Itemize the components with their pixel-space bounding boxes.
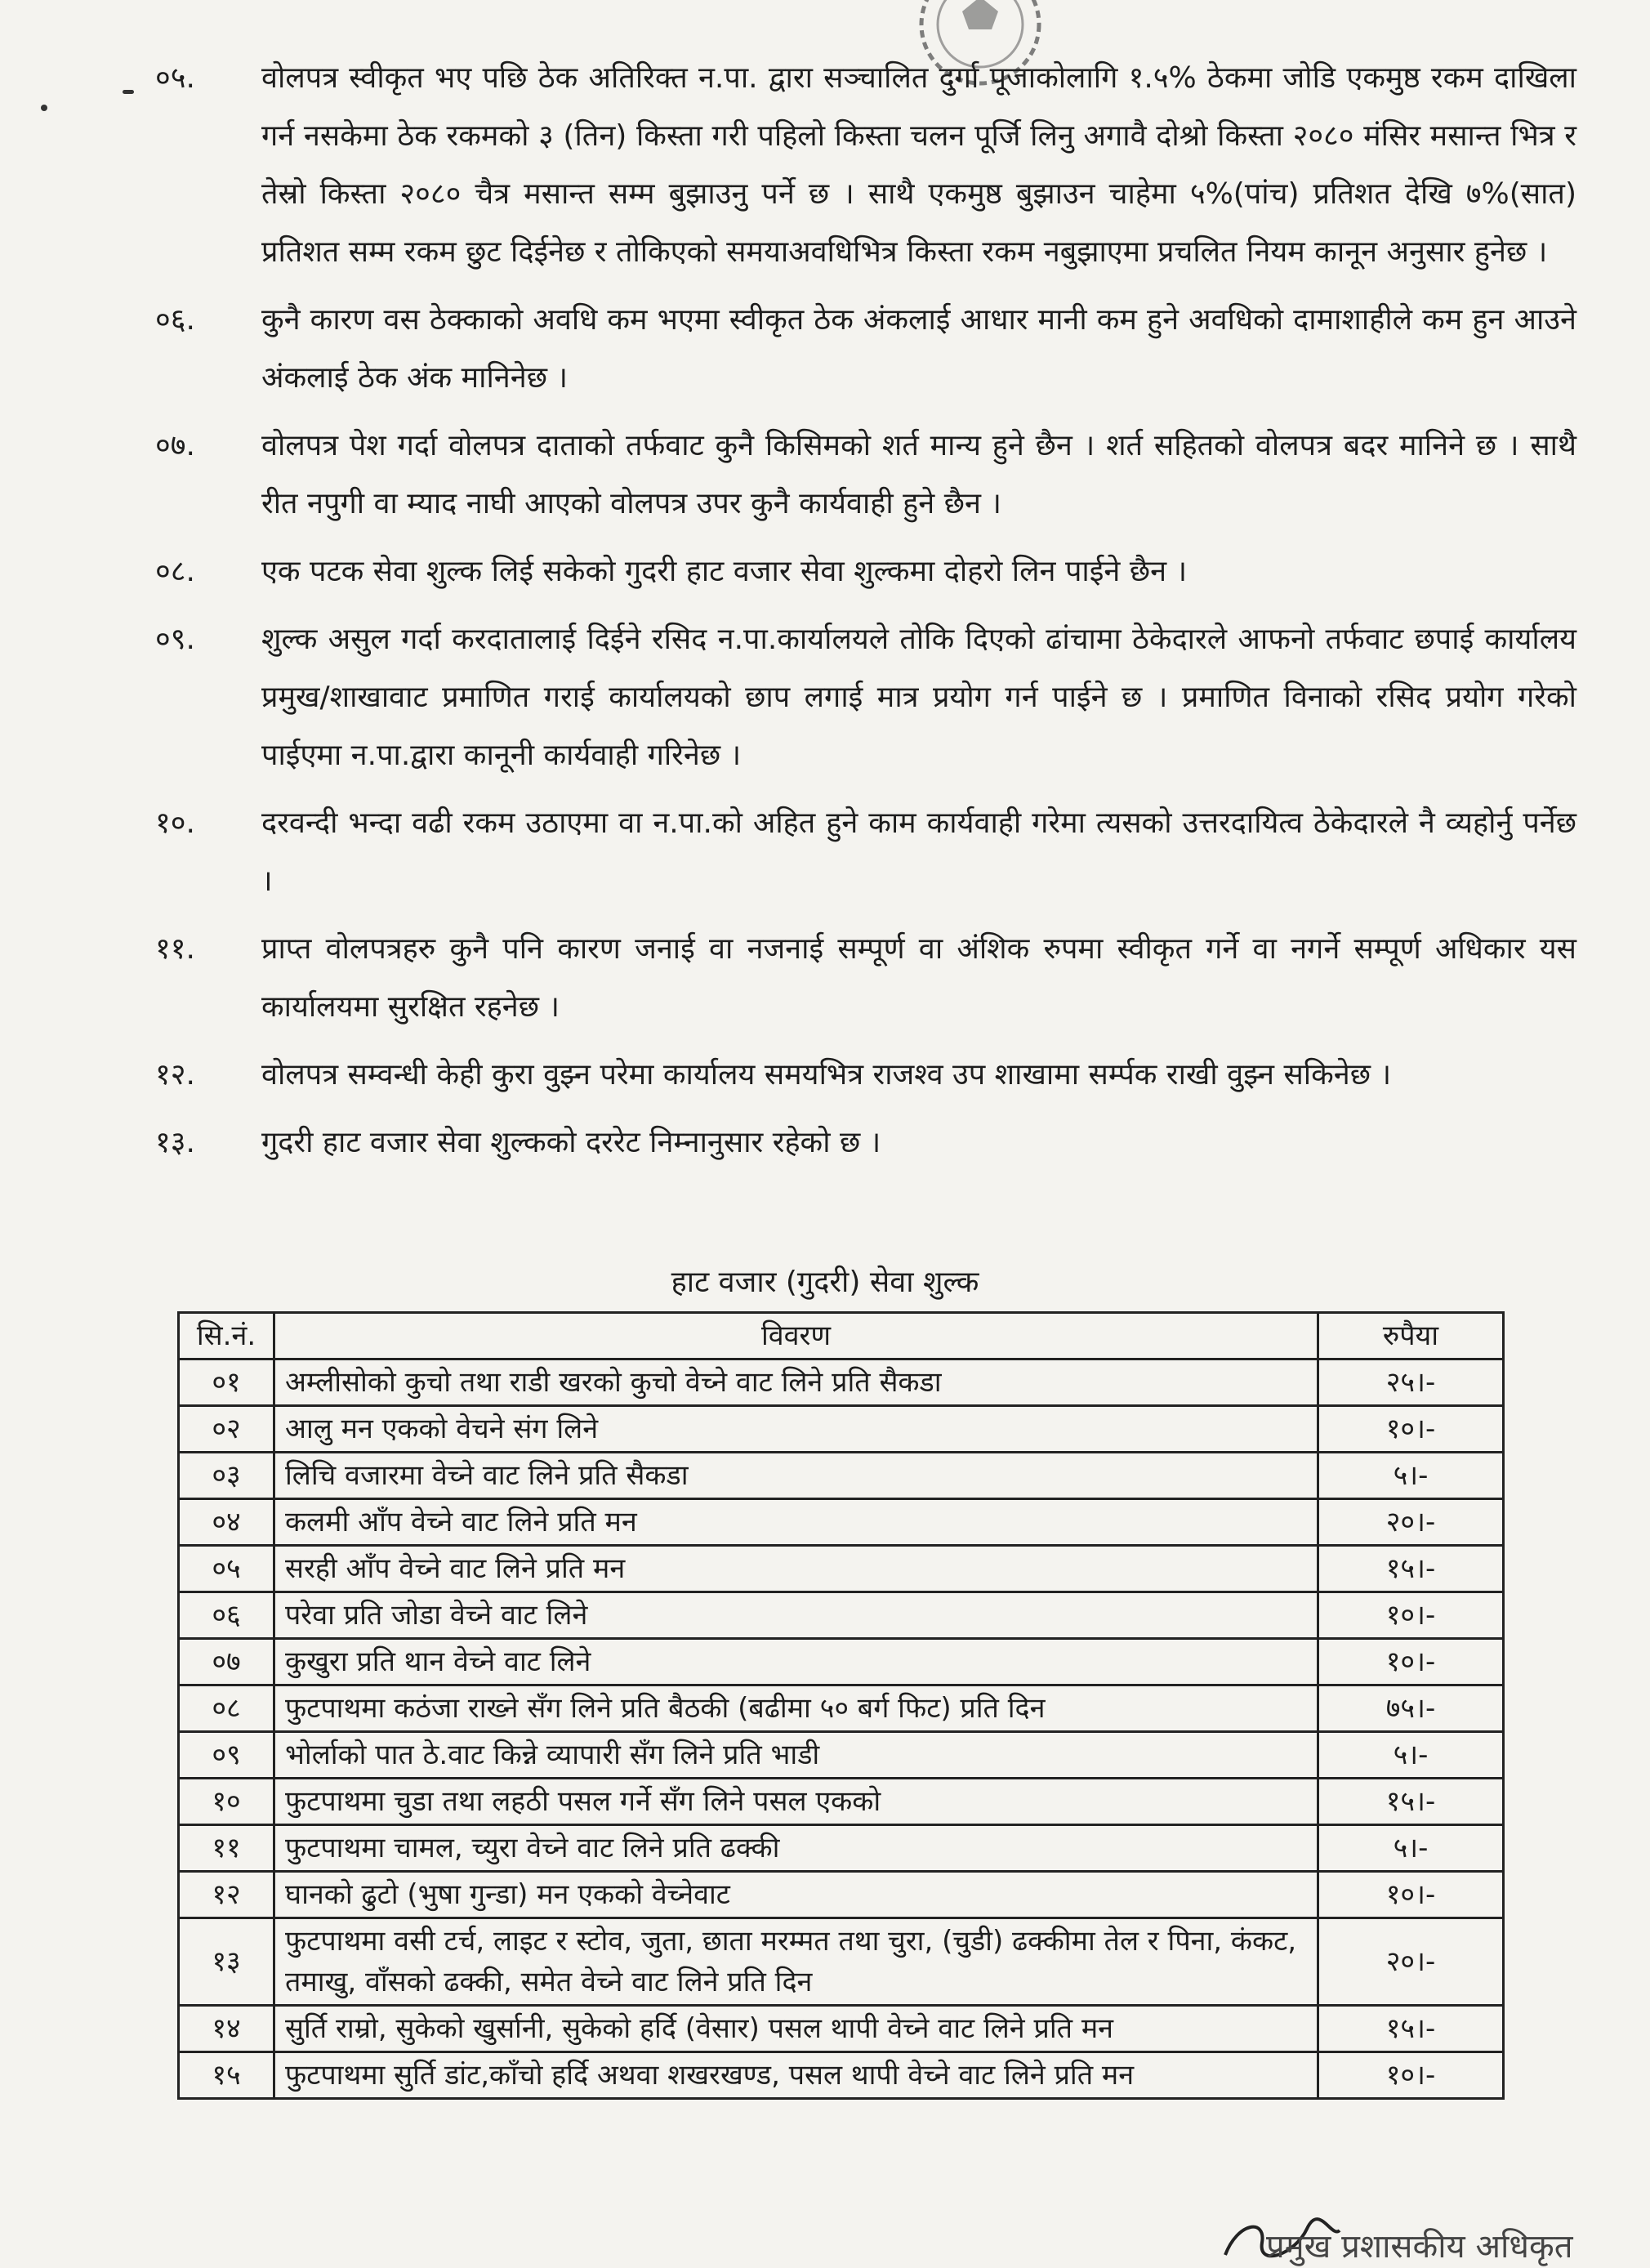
clause-item [155, 1114, 1576, 1172]
fee-table-title: हाट वजार (गुदरी) सेवा शुल्क [671, 1266, 979, 1299]
row-serial-number: १३ [179, 1918, 274, 2006]
clause-text: दरवन्दी भन्दा वढी रकम उठाएमा वा न.पा.को अहित हुने काम कार्यवाही गरेमा त्यसको उत्तरदायित्व ठेकेदारले नै व्यहोर्नु पर्नेछ । [261, 806, 1576, 898]
row-description: घानको ढुटो (भुषा गुन्डा) मन एकको वेच्नेवाट [274, 1872, 1318, 1918]
clause-item [155, 610, 1576, 784]
table-row [179, 1872, 1504, 1918]
row-description: फुटपाथमा चुडा तथा लहठी पसल गर्ने सँग लिने पसल एकको [274, 1779, 1318, 1825]
header-description: विवरण [274, 1313, 1318, 1359]
clause-text: कुनै कारण वस ठेक्काको अवधि कम भएमा स्वीकृत ठेक अंकलाई आधार मानी कम हुने अवधिको दामाशाहीले कम हुन आउने अंकलाई ठेक अंक मानिनेछ । [261, 303, 1576, 395]
clause-number: १३. [155, 1126, 195, 1159]
clause-number: ११. [155, 932, 195, 966]
table-row [179, 1685, 1504, 1732]
clause-number: ०६. [155, 303, 195, 337]
clause-item [155, 49, 1576, 281]
table-row [179, 1825, 1504, 1872]
row-description: कुखुरा प्रति थान वेच्ने वाट लिने [274, 1639, 1318, 1685]
row-amount: ५।- [1318, 1453, 1504, 1499]
row-amount: २०।- [1318, 1918, 1504, 2006]
clause-number: ०९. [155, 623, 195, 656]
row-serial-number: १२ [179, 1872, 274, 1918]
row-serial-number: ०५ [179, 1546, 274, 1592]
row-serial-number: ०३ [179, 1453, 274, 1499]
row-serial-number: १४ [179, 2006, 274, 2052]
clause-text: शुल्क असुल गर्दा करदातालाई दिईने रसिद न.पा.कार्यालयले तोकि दिएको ढांचामा ठेकेदारले आफनो तर्फवाट छपाई कार्यालय प्रमुख/शाखावाट प्रमाणित गराई कार्यालयको छाप लगाई मात्र प्रयोग गर्न पाईने छ । प्रमाणित विनाको रसिद प्रयोग गरेको पाईएमा न.पा.द्वारा कानूनी कार्यवाही गरिनेछ । [261, 623, 1576, 772]
clause-number: ०७. [155, 429, 195, 462]
table-row [179, 1359, 1504, 1406]
clause-number: १०. [155, 806, 195, 840]
table-row [179, 1779, 1504, 1825]
table-row [179, 1546, 1504, 1592]
clause-list [155, 49, 1576, 1181]
row-amount: १५।- [1318, 1779, 1504, 1825]
row-description: सुर्ति राम्रो, सुकेको खुर्सानी, सुकेको हर्दि (वेसार) पसल थापी वेच्ने वाट लिने प्रति मन [274, 2006, 1318, 2052]
row-amount: १५।- [1318, 1546, 1504, 1592]
header-amount: रुपैया [1318, 1313, 1504, 1359]
clause-number: ०८. [155, 555, 195, 588]
row-amount: २५।- [1318, 1359, 1504, 1406]
table-row [179, 1732, 1504, 1779]
scan-speck [41, 105, 47, 111]
row-serial-number: ११ [179, 1825, 274, 1872]
clause-number: १२. [155, 1058, 195, 1092]
signatory-title: प्रमुख प्रशासकीय अधिकृत [1266, 2228, 1573, 2266]
table-row [179, 2052, 1504, 2099]
clause-item [155, 417, 1576, 533]
row-description: कलमी आँप वेच्ने वाट लिने प्रति मन [274, 1499, 1318, 1546]
row-amount: २०।- [1318, 1499, 1504, 1546]
clause-text: वोलपत्र पेश गर्दा वोलपत्र दाताको तर्फवाट कुनै किसिमको शर्त मान्य हुने छैन । शर्त सहितको वोलपत्र बदर मानिने छ । साथै रीत नपुगी वा म्याद नाघी आएको वोलपत्र उपर कुनै कार्यवाही हुने छैन । [261, 429, 1576, 520]
row-description: अम्लीसोको कुचो तथा राडी खरको कुचो वेच्ने वाट लिने प्रति सैकडा [274, 1359, 1318, 1406]
scan-tick [123, 90, 134, 94]
table-row [179, 2006, 1504, 2052]
row-serial-number: १५ [179, 2052, 274, 2099]
row-description: फुटपाथमा सुर्ति डांट,काँचो हर्दि अथवा शखरखण्ड, पसल थापी वेच्ने वाट लिने प्रति मन [274, 2052, 1318, 2099]
clause-text: वोलपत्र सम्वन्धी केही कुरा वुझ्न परेमा कार्यालय समयभित्र राजश्व उप शाखामा सर्म्पक राखी वुझ्न सकिनेछ । [261, 1058, 1392, 1092]
row-description: आलु मन एकको वेचने संग लिने [274, 1406, 1318, 1453]
row-amount: १०।- [1318, 2052, 1504, 2099]
table-row [179, 1453, 1504, 1499]
row-description: लिचि वजारमा वेच्ने वाट लिने प्रति सैकडा [274, 1453, 1318, 1499]
clause-item [155, 920, 1576, 1036]
clause-number: ०५. [155, 61, 195, 95]
clause-item [155, 1046, 1576, 1104]
row-amount: ५।- [1318, 1732, 1504, 1779]
row-amount: १०।- [1318, 1592, 1504, 1639]
table-row [179, 1592, 1504, 1639]
row-serial-number: ०७ [179, 1639, 274, 1685]
fee-table [177, 1311, 1505, 2100]
row-serial-number: ०१ [179, 1359, 274, 1406]
clause-text: एक पटक सेवा शुल्क लिई सकेको गुदरी हाट वजार सेवा शुल्कमा दोहरो लिन पाईने छैन । [261, 555, 1188, 588]
clause-item [155, 794, 1576, 910]
row-description: परेवा प्रति जोडा वेच्ने वाट लिने [274, 1592, 1318, 1639]
row-amount: ७५।- [1318, 1685, 1504, 1732]
row-description: फुटपाथमा चामल, च्युरा वेच्ने वाट लिने प्रति ढक्की [274, 1825, 1318, 1872]
row-description: फुटपाथमा कठंजा राख्ने सँग लिने प्रति बैठकी (बढीमा ५० बर्ग फिट) प्रति दिन [274, 1685, 1318, 1732]
row-serial-number: ०६ [179, 1592, 274, 1639]
row-serial-number: ०८ [179, 1685, 274, 1732]
table-row [179, 1406, 1504, 1453]
clause-item [155, 542, 1576, 600]
row-amount: ५।- [1318, 1825, 1504, 1872]
table-row [179, 1918, 1504, 2006]
row-amount: १०।- [1318, 1639, 1504, 1685]
clause-item [155, 291, 1576, 407]
row-description: भोर्लाको पात ठे.वाट किन्ने व्यापारी सँग लिने प्रति भाडी [274, 1732, 1318, 1779]
row-serial-number: ०४ [179, 1499, 274, 1546]
fee-table-header-row [179, 1313, 1504, 1359]
row-amount: १५।- [1318, 2006, 1504, 2052]
row-amount: १०।- [1318, 1872, 1504, 1918]
clause-text: प्राप्त वोलपत्रहरु कुनै पनि कारण जनाई वा नजनाई सम्पूर्ण वा अंशिक रुपमा स्वीकृत गर्ने वा नगर्ने सम्पूर्ण अधिकार यस कार्यालयमा सुरक्षित रहनेछ । [261, 932, 1576, 1024]
row-description: सरही आँप वेच्ने वाट लिने प्रति मन [274, 1546, 1318, 1592]
row-serial-number: ०२ [179, 1406, 274, 1453]
clause-text: गुदरी हाट वजार सेवा शुल्कको दररेट निम्नानुसार रहेको छ । [261, 1126, 881, 1159]
row-amount: १०।- [1318, 1406, 1504, 1453]
header-sn: सि.नं. [179, 1313, 274, 1359]
row-description: फुटपाथमा वसी टर्च, लाइट र स्टोव, जुता, छाता मरम्मत तथा चुरा, (चुडी) ढक्कीमा तेल र पिना, कंकट, तमाखु, वाँसको ढक्की, समेत वेच्ने वाट लिने प्रति दिन [274, 1918, 1318, 2006]
clause-text: वोलपत्र स्वीकृत भए पछि ठेक अतिरिक्त न.पा. द्वारा सञ्चालित दुर्गा पूजाकोलागि १.५% ठेकमा जोडि एकमुष्ठ रकम दाखिला गर्न नसकेमा ठेक रकमको ३ (तिन) किस्ता गरी पहिलो किस्ता चलन पूर्जि लिनु अगावै दोश्रो किस्ता २०८० मंसिर मसान्त भित्र र तेस्रो किस्ता २०८० चैत्र मसान्त सम्म बुझाउनु पर्ने छ । साथै एकमुष्ठ बुझाउन चाहेमा ५%(पांच) प्रतिशत देखि ७%(सात) प्रतिशत सम्म रकम छुट दिईनेछ र तोकिएको समयाअवधिभित्र किस्ता रकम नबुझाएमा प्रचलित नियम कानून अनुसार हुनेछ । [261, 61, 1576, 269]
row-serial-number: १० [179, 1779, 274, 1825]
row-serial-number: ०९ [179, 1732, 274, 1779]
table-row [179, 1499, 1504, 1546]
table-row [179, 1639, 1504, 1685]
